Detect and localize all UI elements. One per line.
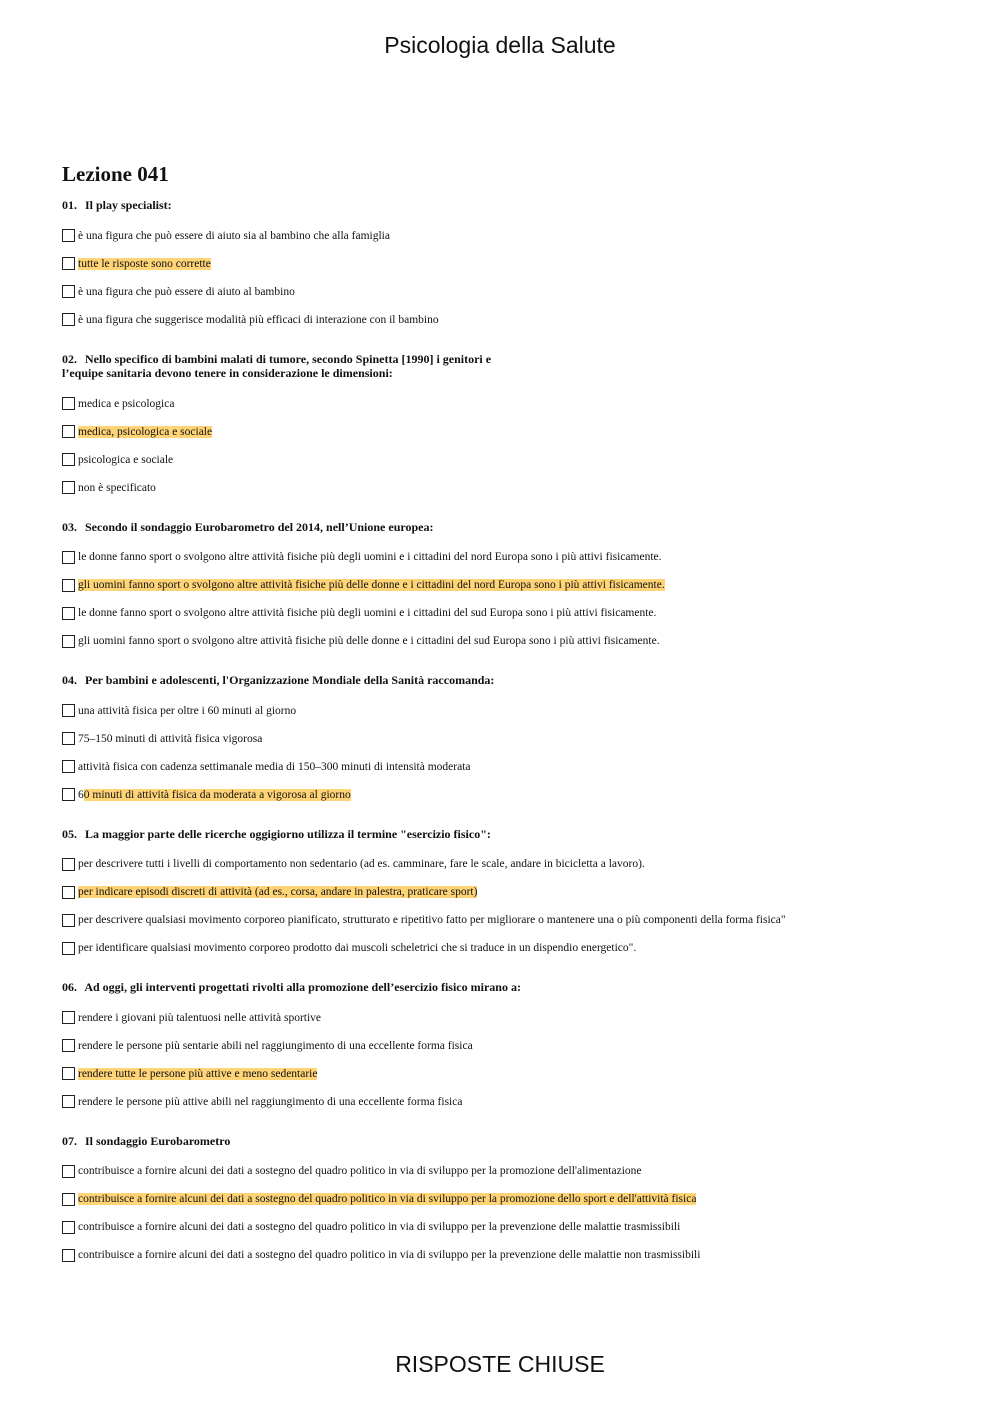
checkbox[interactable]: [62, 1221, 75, 1234]
question-text: [62, 1134, 922, 1149]
question-text: [62, 673, 922, 688]
question-number: 01.: [62, 198, 77, 212]
answer-option-correct[interactable]: [62, 250, 942, 278]
answer-option-correct[interactable]: [62, 878, 942, 906]
option-text: contribuisce a fornire alcuni dei dati a sostegno del quadro politico in via di sviluppo per la prevenzione delle malattie non trasmissibili: [78, 1249, 701, 1261]
checkbox[interactable]: [62, 635, 75, 648]
answer-option[interactable]: [62, 1213, 942, 1241]
checkbox[interactable]: [62, 704, 75, 717]
option-text-highlighted: per indicare episodi discreti di attività (ad es., corsa, andare in palestra, praticare sport): [78, 886, 478, 898]
option-text-plain: 6: [78, 788, 84, 801]
checkbox[interactable]: [62, 760, 75, 773]
answer-option[interactable]: [62, 627, 942, 655]
question-text: [62, 198, 922, 213]
option-text-highlighted: tutte le risposte sono corrette: [78, 257, 211, 270]
lesson-title: Lezione 041: [62, 162, 169, 186]
answer-option[interactable]: [62, 543, 942, 571]
question-01: [62, 198, 942, 334]
checkbox[interactable]: [62, 942, 75, 955]
checkbox[interactable]: [62, 579, 75, 592]
checkbox[interactable]: [62, 425, 75, 438]
question-prompt: Ad oggi, gli interventi progettati rivolti alla promozione dell’esercizio fisico mirano a:: [84, 980, 521, 994]
answer-option[interactable]: [62, 725, 942, 753]
checkbox[interactable]: [62, 886, 75, 899]
checkbox[interactable]: [62, 788, 75, 801]
checkbox[interactable]: [62, 858, 75, 871]
option-text: è una figura che può essere di aiuto al bambino: [78, 285, 295, 298]
question-number: 04.: [62, 673, 77, 687]
option-text: psicologica e sociale: [78, 453, 174, 466]
checkbox[interactable]: [62, 551, 75, 564]
checkbox[interactable]: [62, 257, 75, 270]
question-prompt: Il sondaggio Eurobarometro: [85, 1133, 231, 1148]
answer-option[interactable]: [62, 1032, 942, 1060]
question-number: 06.: [62, 980, 77, 994]
question-number: 07.: [62, 1133, 77, 1148]
checkbox[interactable]: [62, 1095, 75, 1108]
question-number: 02.: [62, 351, 77, 366]
checkbox[interactable]: [62, 453, 75, 466]
option-text: le donne fanno sport o svolgono altre attività fisiche più degli uomini e i cittadini del sud Europa sono i più attivi fisicamente.: [78, 607, 657, 619]
checkbox[interactable]: [62, 397, 75, 410]
checkbox[interactable]: [62, 1011, 75, 1024]
answer-option[interactable]: [62, 1004, 942, 1032]
checkbox[interactable]: [62, 1067, 75, 1080]
option-text: rendere i giovani più talentuosi nelle attività sportive: [78, 1011, 322, 1024]
option-text: è una figura che può essere di aiuto sia al bambino che alla famiglia: [78, 229, 390, 242]
option-text: una attività fisica per oltre i 60 minuti al giorno: [78, 704, 297, 717]
question-number: 05.: [62, 826, 77, 841]
option-text-highlighted: contribuisce a fornire alcuni dei dati a sostegno del quadro politico in via di sviluppo per la promozione dello sport e dell'attività fisica: [78, 1193, 697, 1205]
option-text: [78, 789, 351, 801]
answer-option-correct[interactable]: [62, 418, 942, 446]
answer-option[interactable]: [62, 599, 942, 627]
answer-option[interactable]: [62, 222, 942, 250]
answer-option[interactable]: [62, 1157, 942, 1185]
question-03: [62, 520, 942, 656]
question-text: [62, 352, 492, 381]
checkbox[interactable]: [62, 1249, 75, 1262]
option-text-highlighted: gli uomini fanno sport o svolgono altre attività fisiche più delle donne e i cittadini del nord Europa sono i più attivi fisicamente.: [78, 579, 665, 591]
answer-option[interactable]: [62, 1241, 942, 1269]
question-text: [62, 980, 922, 995]
question-prompt: Per bambini e adolescenti, l'Organizzazione Mondiale della Sanità raccomanda:: [85, 673, 495, 687]
answer-option[interactable]: [62, 753, 942, 781]
checkbox[interactable]: [62, 285, 75, 298]
option-text: contribuisce a fornire alcuni dei dati a sostegno del quadro politico in via di sviluppo per la promozione dell'alimentazione: [78, 1165, 642, 1177]
answer-option-correct[interactable]: [62, 1185, 942, 1213]
option-text: 75–150 minuti di attività fisica vigorosa: [78, 732, 263, 745]
checkbox[interactable]: [62, 481, 75, 494]
question-text: [62, 827, 922, 842]
question-04: [62, 673, 942, 809]
question-prompt: Secondo il sondaggio Eurobarometro del 2014, nell’Unione europea:: [85, 519, 434, 534]
option-text: attività fisica con cadenza settimanale media di 150–300 minuti di intensità moderata: [78, 760, 471, 773]
checkbox[interactable]: [62, 313, 75, 326]
checkbox[interactable]: [62, 732, 75, 745]
option-text: gli uomini fanno sport o svolgono altre attività fisiche più delle donne e i cittadini del sud Europa sono i più attivi fisicamente.: [78, 635, 660, 647]
question-prompt: La maggior parte delle ricerche oggigiorno utilizza il termine "esercizio fisico":: [85, 826, 491, 841]
question-06: [62, 980, 942, 1116]
question-prompt: Il play specialist:: [85, 198, 172, 212]
option-text: rendere le persone più sentarie abili nel raggiungimento di una eccellente forma fisica: [78, 1039, 473, 1052]
option-text: è una figura che suggerisce modalità più efficaci di interazione con il bambino: [78, 313, 439, 326]
question-02: [62, 352, 942, 502]
answer-option-correct[interactable]: [62, 1060, 942, 1088]
answer-option[interactable]: [62, 278, 942, 306]
option-text: contribuisce a fornire alcuni dei dati a sostegno del quadro politico in via di sviluppo per la prevenzione delle malattie trasmissibili: [78, 1221, 681, 1233]
page-header-title: Psicologia della Salute: [384, 32, 616, 58]
answer-option[interactable]: [62, 390, 942, 418]
option-text: per identificare qualsiasi movimento corporeo prodotto dai muscoli scheletrici che si traduce in un dispendio energetico".: [78, 942, 637, 954]
checkbox[interactable]: [62, 1039, 75, 1052]
checkbox[interactable]: [62, 607, 75, 620]
option-text-highlighted: 0 minuti di attività fisica da moderata a vigorosa al giorno: [83, 788, 351, 801]
option-text: per descrivere tutti i livelli di comportamento non sedentario (ad es. camminare, fare le scale, andare in bicicletta a lavoro).: [78, 858, 645, 870]
option-text: per descrivere qualsiasi movimento corporeo pianificato, strutturato e ripetitivo fatto per migliorare o mantenere una o più componenti della forma fisica": [78, 914, 786, 926]
option-text-highlighted: medica, psicologica e sociale: [78, 425, 213, 438]
checkbox[interactable]: [62, 229, 75, 242]
option-text: medica e psicologica: [78, 397, 175, 410]
checkbox[interactable]: [62, 1165, 75, 1178]
checkbox[interactable]: [62, 1193, 75, 1206]
answer-option[interactable]: [62, 306, 942, 334]
quiz-content: [62, 160, 942, 1287]
checkbox[interactable]: [62, 914, 75, 927]
answer-option[interactable]: [62, 934, 942, 962]
question-number: 03.: [62, 519, 77, 534]
answer-option[interactable]: [62, 906, 942, 934]
question-text: [62, 520, 922, 535]
page-footer-label: RISPOSTE CHIUSE: [395, 1351, 605, 1377]
question-07: [62, 1134, 942, 1270]
option-text: non è specificato: [78, 481, 156, 494]
option-text: le donne fanno sport o svolgono altre attività fisiche più degli uomini e i cittadini del nord Europa sono i più attivi fisicamente.: [78, 551, 662, 563]
answer-option[interactable]: [62, 1088, 942, 1116]
question-prompt: Nello specifico di bambini malati di tumore, secondo Spinetta [1990] i genitori e l’equipe sanitaria devono tenere in considerazione le dimensioni:: [62, 351, 492, 380]
option-text: rendere le persone più attive abili nel raggiungimento di una eccellente forma fisica: [78, 1095, 463, 1108]
option-text-highlighted: rendere tutte le persone più attive e meno sedentarie: [78, 1067, 318, 1080]
answer-option-correct[interactable]: [62, 571, 942, 599]
question-05: [62, 827, 942, 963]
answer-option-correct[interactable]: [62, 781, 942, 809]
answer-option[interactable]: [62, 850, 942, 878]
answer-option[interactable]: [62, 446, 942, 474]
answer-option[interactable]: [62, 697, 942, 725]
answer-option[interactable]: [62, 474, 942, 502]
